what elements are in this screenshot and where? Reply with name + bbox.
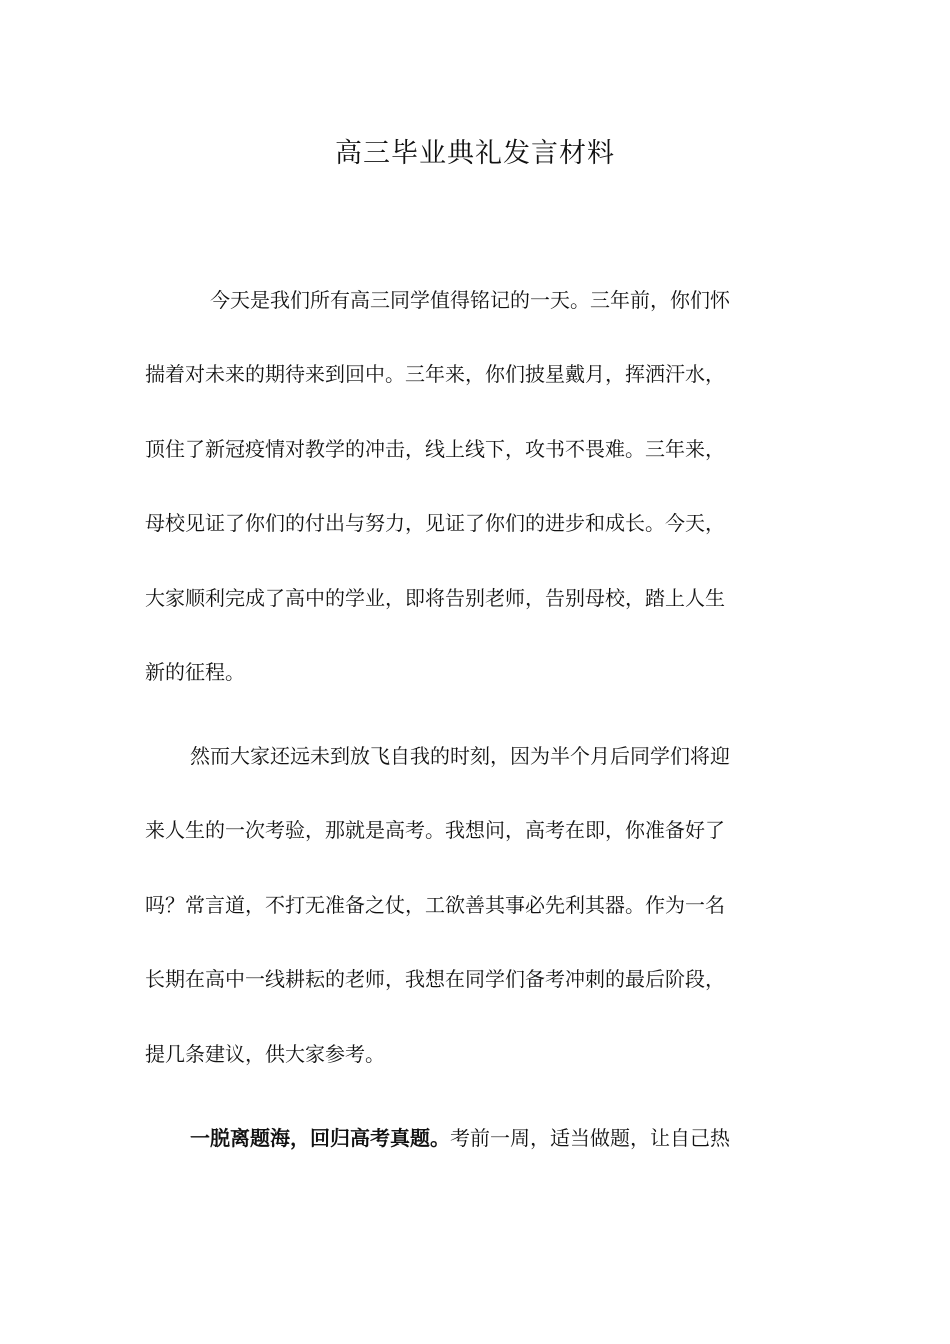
paragraph-line: 吗？常言道，不打无准备之仗，工欲善其事必先利其器。作为一名 [145,893,725,917]
paragraph-line: 大家顺利完成了高中的学业，即将告别老师，告别母校，踏上人生 [145,586,725,610]
paragraph-line: 提几条建议，供大家参考。 [145,1042,385,1066]
paragraph-line: 今天是我们所有高三同学值得铭记的一天。三年前，你们怀 [210,288,730,312]
paragraph-line: 然而大家还远未到放飞自我的时刻，因为半个月后同学们将迎 [190,744,730,768]
paragraph-text: 考前一周，适当做题，让自己热 [450,1126,730,1150]
paragraph-3-line [190,1118,805,1158]
paragraph-line: 新的征程。 [145,660,245,684]
paragraph-line: 揣着对未来的期待来到回中。三年来，你们披星戴月，挥洒汗水， [145,362,725,386]
paragraph-line: 来人生的一次考验，那就是高考。我想问，高考在即，你准备好了 [145,818,725,842]
paragraph-line: 顶住了新冠疫情对教学的冲击，线上线下，攻书不畏难。三年来， [145,437,725,461]
paragraph-line: 长期在高中一线耕耘的老师，我想在同学们备考冲刺的最后阶段， [145,967,725,991]
page-title: 高三毕业典礼发言材料 [335,138,615,169]
paragraph-line: 母校见证了你们的付出与努力，见证了你们的进步和成长。今天， [145,511,725,535]
section-heading: 一脱离题海，回归高考真题。 [190,1126,450,1150]
